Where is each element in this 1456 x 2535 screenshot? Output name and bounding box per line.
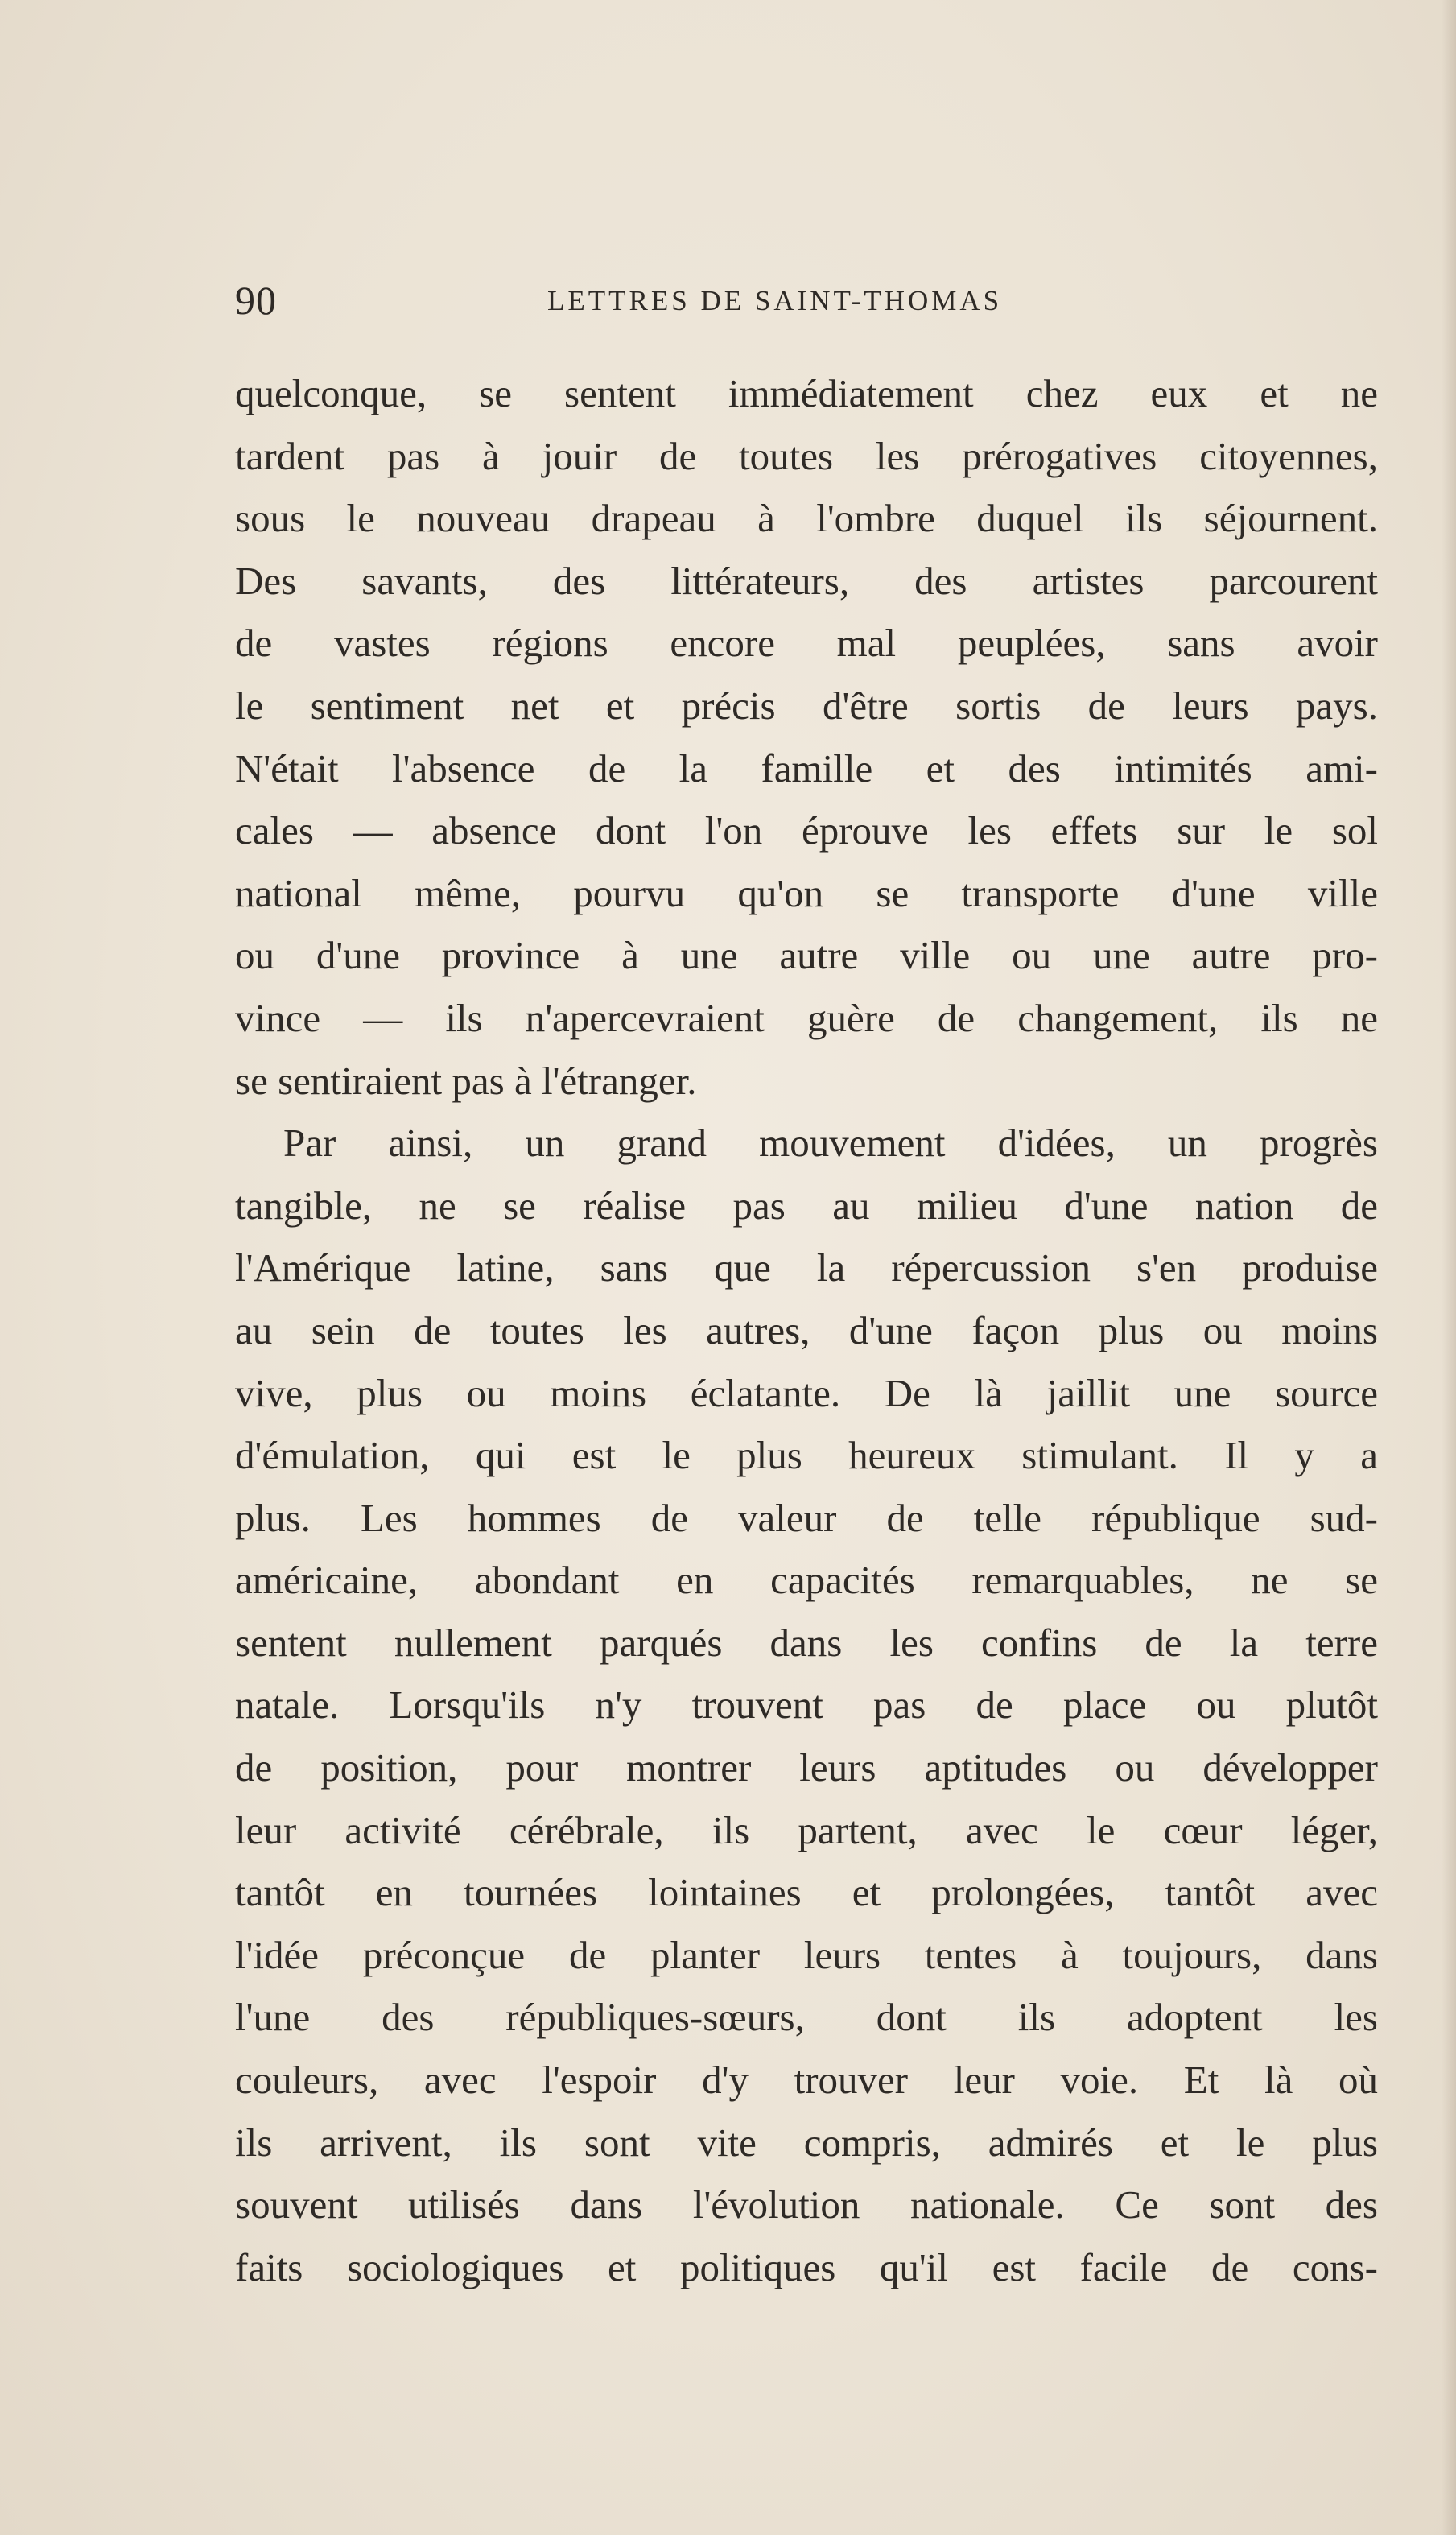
- text-line: tangible, ne se réalise pas au milieu d'une nation de: [235, 1183, 1378, 1228]
- text-line: couleurs, avec l'espoir d'y trouver leur voie. Et là où: [235, 2058, 1378, 2103]
- text-line: souvent utilisés dans l'évolution nationale. Ce sont des: [235, 2182, 1378, 2227]
- text-line: l'une des républiques-sœurs, dont ils adoptent les: [235, 1995, 1378, 2040]
- text-line: vive, plus ou moins éclatante. De là jaillit une source: [235, 1370, 1378, 1415]
- text-line: le sentiment net et précis d'être sortis de leurs pays.: [235, 683, 1378, 728]
- paragraph-start-line: Par ainsi, un grand mouvement d'idées, un progrès: [283, 1121, 1378, 1166]
- text-line: faits sociologiques et politiques qu'il est facile de cons-: [235, 2244, 1378, 2289]
- text-line: plus. Les hommes de valeur de telle république sud-: [235, 1495, 1378, 1540]
- text-line: d'émulation, qui est le plus heureux stimulant. Il y a: [235, 1433, 1378, 1478]
- text-line: sous le nouveau drapeau à l'ombre duquel ils séjournent.: [235, 496, 1378, 541]
- page-number: 90: [235, 278, 277, 323]
- paragraph-end-line: se sentiraient pas à l'étranger.: [235, 1058, 697, 1103]
- text-line: quelconque, se sentent immédiatement chez eux et ne: [235, 371, 1378, 415]
- running-title: LETTRES DE SAINT-THOMAS: [547, 285, 1003, 316]
- page-edge-shadow: [1442, 0, 1456, 2535]
- text-line: tardent pas à jouir de toutes les prérogatives citoyennes,: [235, 433, 1378, 478]
- text-line: cales — absence dont l'on éprouve les effets sur le sol: [235, 808, 1378, 853]
- text-line: leur activité cérébrale, ils partent, avec le cœur léger,: [235, 1807, 1378, 1852]
- text-line: l'idée préconçue de planter leurs tentes à toujours, dans: [235, 1932, 1378, 1977]
- text-line: vince — ils n'apercevraient guère de changement, ils ne: [235, 995, 1378, 1040]
- text-line: natale. Lorsqu'ils n'y trouvent pas de place ou plutôt: [235, 1682, 1378, 1728]
- text-line: au sein de toutes les autres, d'une façon plus ou moins: [235, 1307, 1378, 1352]
- text-line: de position, pour montrer leurs aptitudes ou développer: [235, 1745, 1378, 1790]
- text-line: Des savants, des littérateurs, des artistes parcourent: [235, 558, 1378, 603]
- text-line: N'était l'absence de la famille et des intimités ami-: [235, 745, 1378, 791]
- text-line: national même, pourvu qu'on se transporte d'une ville: [235, 870, 1378, 915]
- text-line: ou d'une province à une autre ville ou une autre pro-: [235, 933, 1378, 978]
- text-line: de vastes régions encore mal peuplées, sans avoir: [235, 621, 1378, 666]
- text-line: tantôt en tournées lointaines et prolongées, tantôt avec: [235, 1870, 1378, 1915]
- text-line: américaine, abondant en capacités remarquables, ne se: [235, 1558, 1378, 1603]
- running-head: [235, 272, 1072, 328]
- text-line: l'Amérique latine, sans que la répercussion s'en produise: [235, 1245, 1378, 1290]
- text-line: sentent nullement parqués dans les confins de la terre: [235, 1620, 1378, 1665]
- text-line: ils arrivent, ils sont vite compris, admirés et le plus: [235, 2120, 1378, 2165]
- body-text: [235, 362, 1378, 2298]
